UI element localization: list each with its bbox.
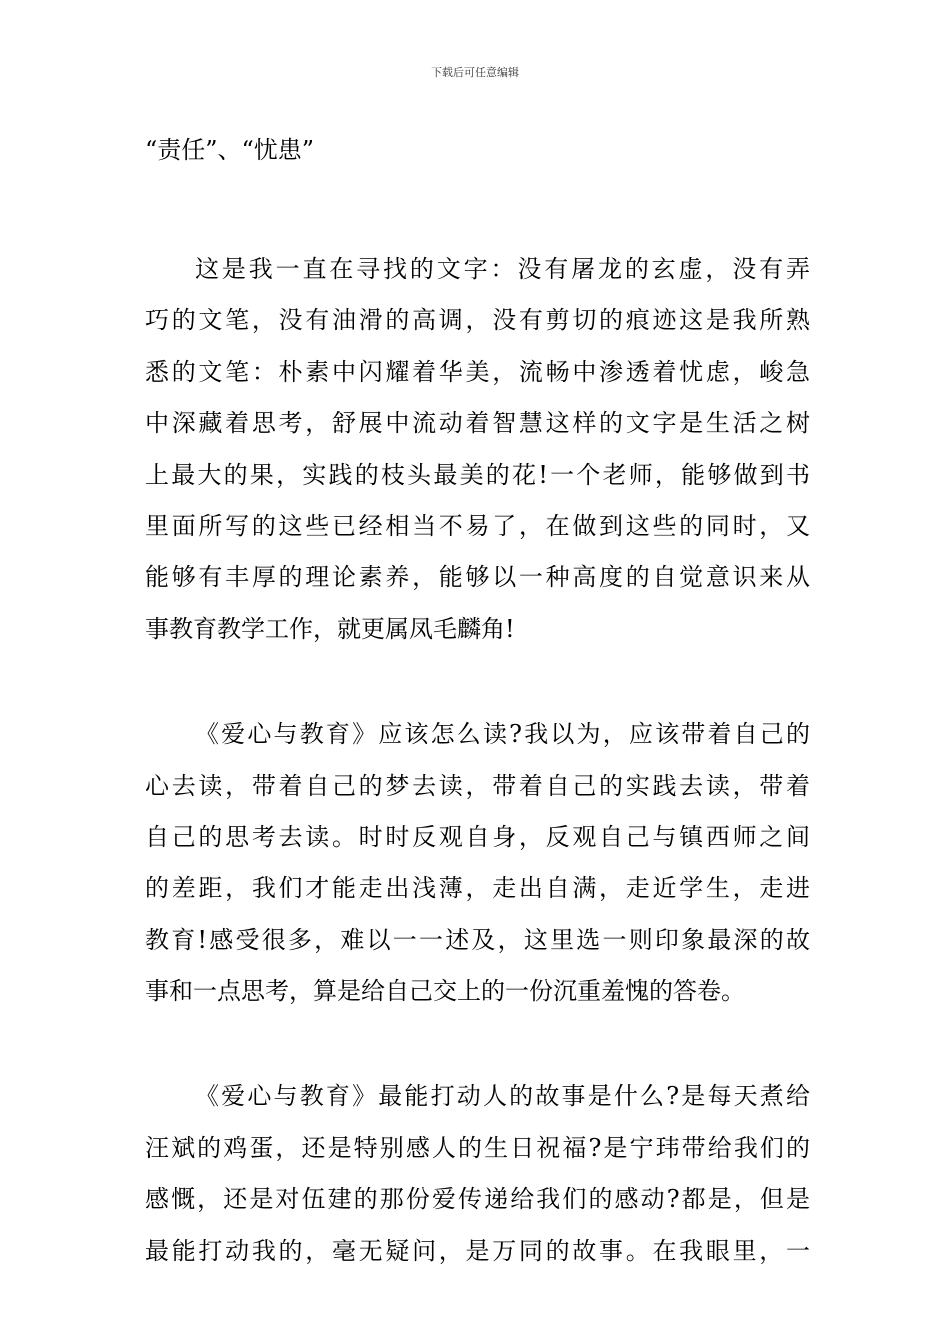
text-line: 自己的思考去读。时时反观自身，反观自己与镇西师之间 (145, 822, 810, 851)
spacer (145, 1017, 810, 1071)
text-line: 《爱心与教育》最能打动人的故事是什么?是每天煮给 (195, 1082, 810, 1111)
text-line: 感慨，还是对伍建的那份爱传递给我们的感动?都是，但是 (145, 1185, 810, 1214)
paragraph-2 (145, 709, 810, 1017)
header-note: 下载后可任意编辑 (431, 66, 519, 79)
text-line: 汪斌的鸡蛋，还是特别感人的生日祝福?是宁玮带给我们的 (145, 1133, 810, 1162)
text-line: 悉的文笔：朴素中闪耀着华美，流畅中渗透着忧虑，峻急 (145, 357, 810, 386)
text-line: 能够有丰厚的理论素养，能够以一种高度的自觉意识来从 (145, 563, 810, 592)
text-line: 上最大的果，实践的枝头最美的花!一个老师，能够做到书 (145, 460, 810, 489)
text-line: 教育!感受很多，难以一一述及，这里选一则印象最深的故 (145, 925, 810, 954)
text-line: 中深藏着思考，舒展中流动着智慧这样的文字是生活之树 (145, 409, 810, 438)
text-line: 的差距，我们才能走出浅薄，走出自满，走近学生，走进 (145, 874, 810, 903)
text-line: 里面所写的这些已经相当不易了，在做到这些的同时，又 (145, 511, 810, 540)
text-line: 最能打动我的，毫无疑问，是万同的故事。在我眼里，一 (145, 1236, 810, 1265)
text-line: 《爱心与教育》应该怎么读?我以为，应该带着自己的 (195, 720, 810, 749)
paragraph-1 (145, 244, 810, 655)
spacer (145, 655, 810, 709)
title-line: “责任”、“忧患” (145, 136, 315, 164)
spacer (145, 172, 810, 244)
text-line: 这是我一直在寻找的文字：没有屠龙的玄虚，没有弄 (195, 255, 810, 283)
text-line: 巧的文笔，没有油滑的高调，没有剪切的痕迹这是我所熟 (145, 306, 810, 335)
document-body (145, 128, 810, 1277)
text-line: 心去读，带着自己的梦去读，带着自己的实践去读，带着 (145, 771, 810, 800)
paragraph-3 (145, 1071, 810, 1277)
text-line: 事教育教学工作，就更属凤毛麟角! (145, 614, 515, 643)
text-line: 事和一点思考，算是给自己交上的一份沉重羞愧的答卷。 (145, 977, 745, 1006)
